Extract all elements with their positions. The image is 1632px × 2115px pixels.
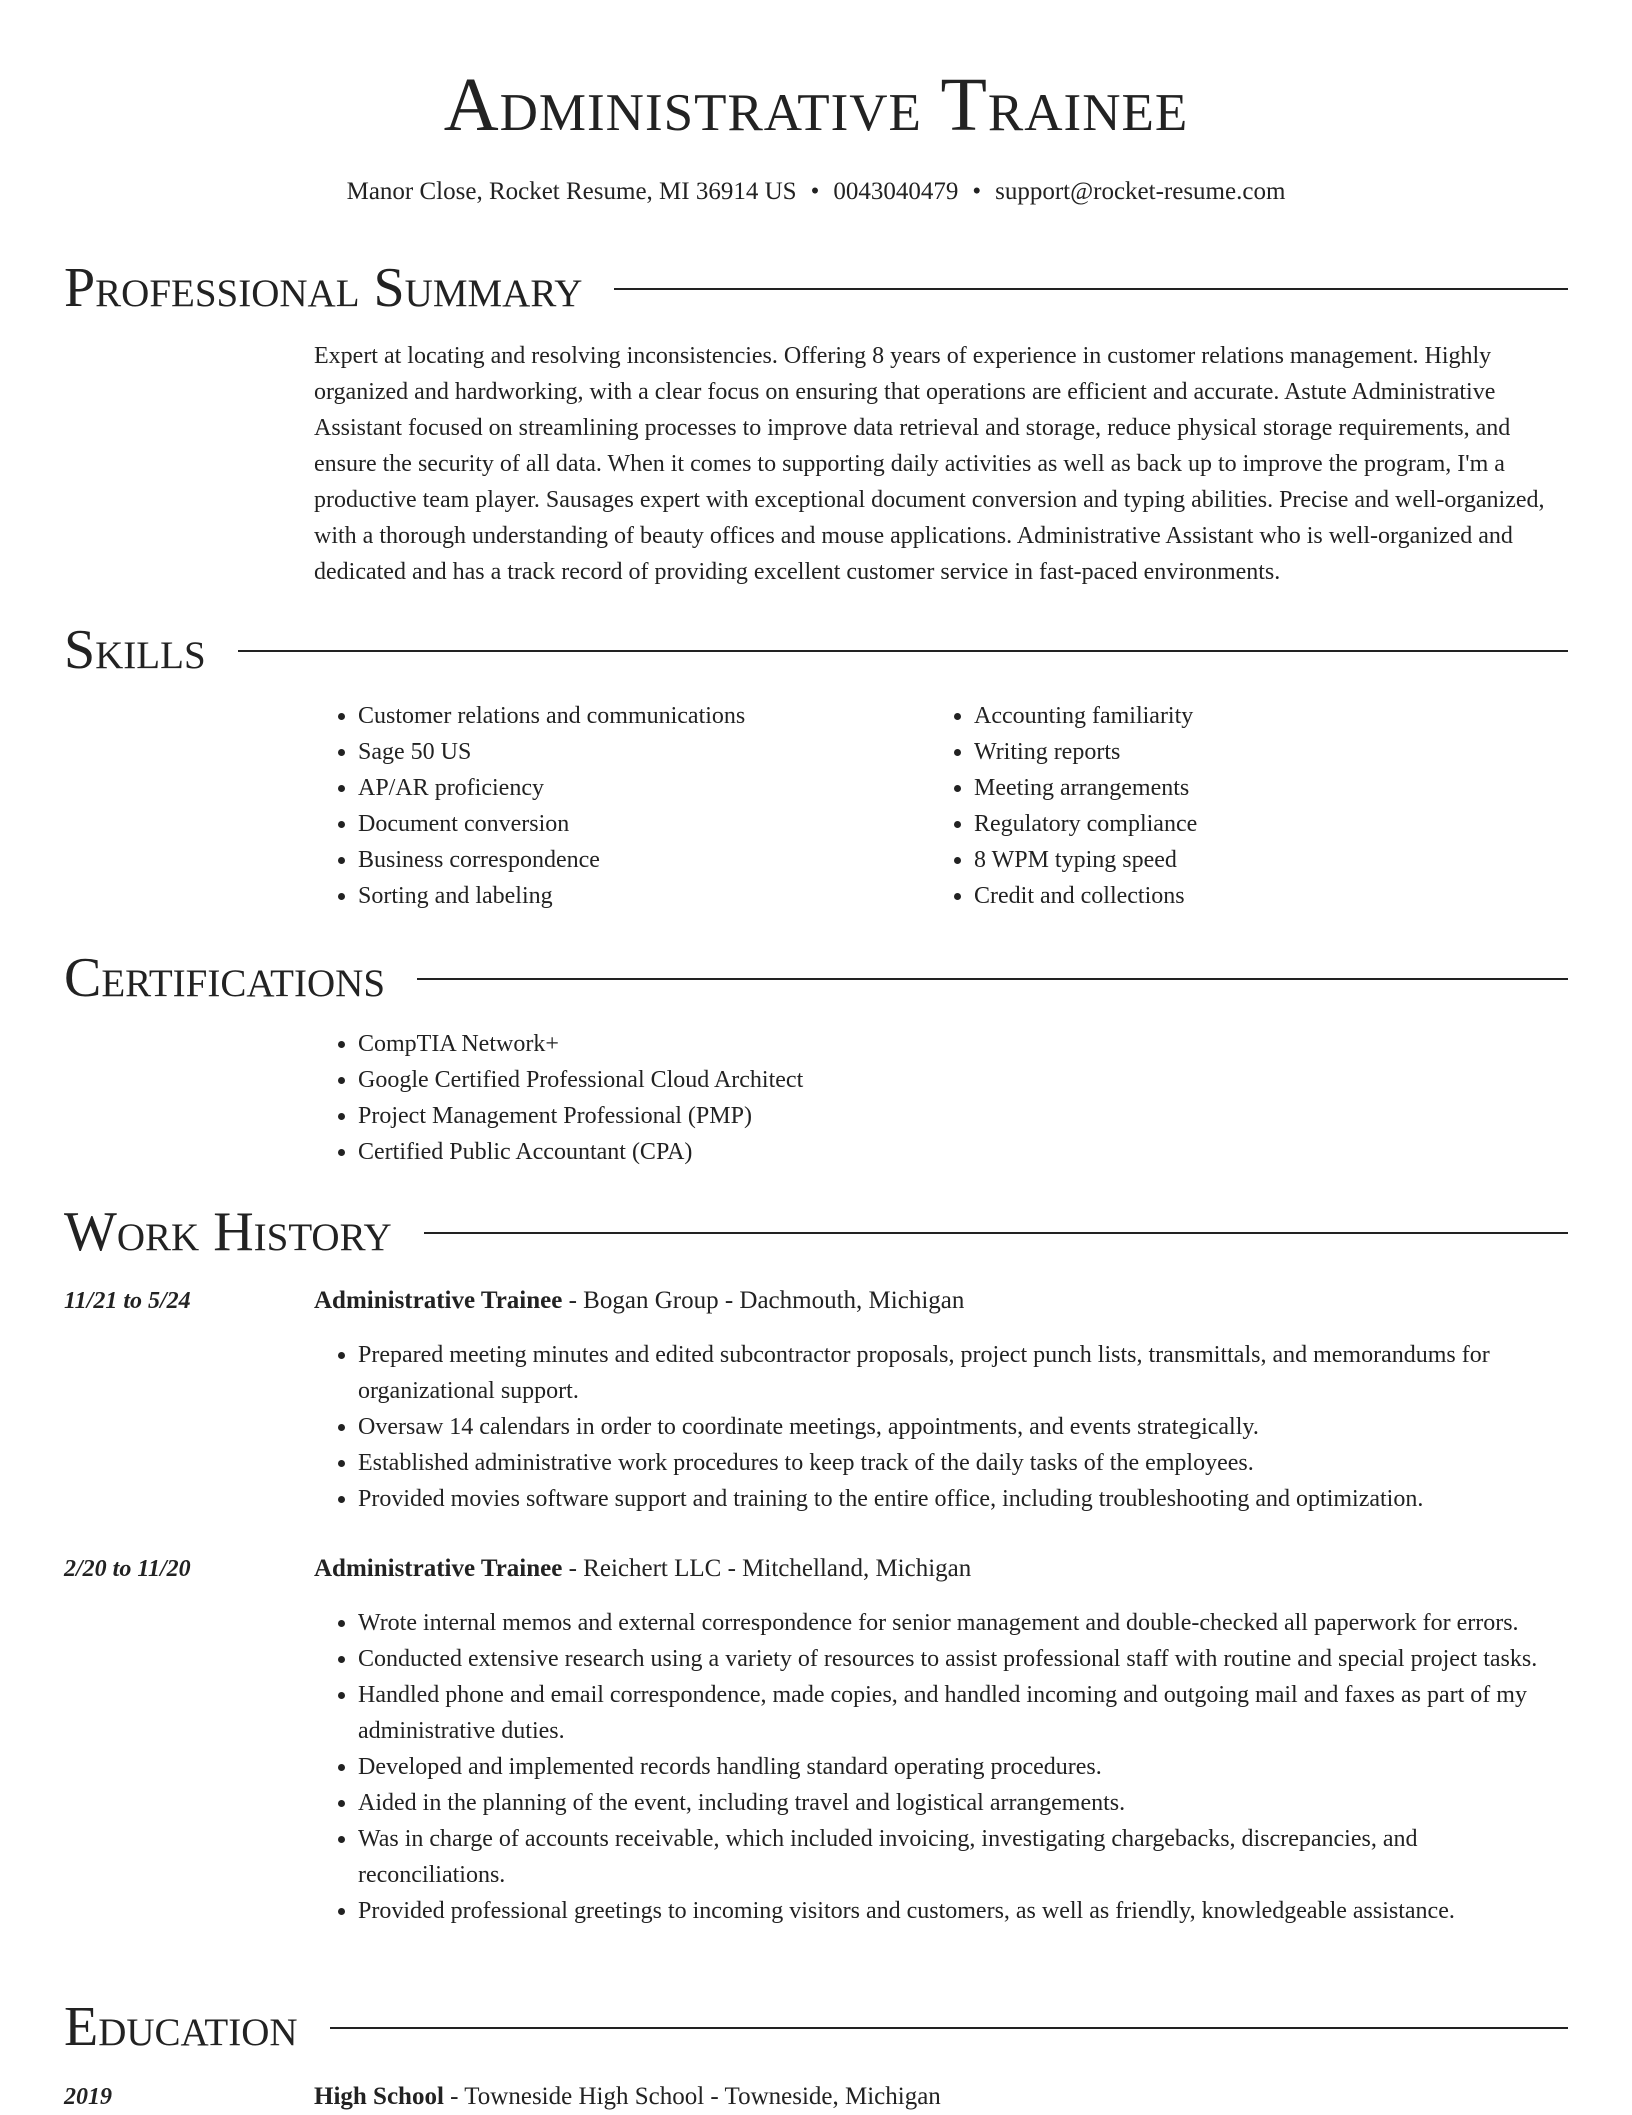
certifications-list (314, 1026, 803, 1170)
skill-item: • Document conversion (358, 806, 914, 842)
section-title: Certifications (64, 947, 386, 1009)
section-title: Education (64, 1996, 298, 2058)
job-duty-item: • Provided professional greetings to incoming visitors and customers, as well as friendly, knowledgeable assistance. (358, 1893, 1570, 1929)
job-duty-item: • Wrote internal memos and external correspondence for senior management and double-checked all paperwork for errors. (358, 1605, 1570, 1641)
skill-item: • Sorting and labeling (358, 878, 914, 914)
section-header-skills (64, 618, 1568, 682)
contact-separator: • (972, 178, 982, 205)
certification-item: • Project Management Professional (PMP) (358, 1098, 803, 1134)
job-company-location: - Reichert LLC - Mitchelland, Michigan (562, 1555, 972, 1582)
job-duty-item: • Conducted extensive research using a variety of resources to assist professional staff with routine and special project tasks. (358, 1641, 1570, 1677)
job-duties (314, 1605, 1570, 1929)
job-duty-item: • Developed and implemented records handling standard operating procedures. (358, 1749, 1570, 1785)
summary-text: Expert at locating and resolving inconsistencies. Offering 8 years of experience in customer relations management. Highly organized and hardworking, with a clear focus on ensuring that operations are efficient and accurate. Astute Administrative Assistant focused on streamlining processes to improve data retrieval and storage, reduce physical storage requirements, and ensure the security of all data. When it comes to supporting daily activities as well as back up to improve the program, I'm a productive team player. Sausages expert with exceptional document conversion and typing abilities. Precise and well-organized, with a thorough understanding of beauty offices and mouse applications. Administrative Assistant who is well-organized and dedicated and has a track record of providing excellent customer service in fast-paced environments. (314, 343, 1545, 585)
section-divider (417, 978, 1568, 980)
job-duty-item: • Provided movies software support and training to the entire office, including troubleshooting and optimization. (358, 1481, 1570, 1517)
education-school-location: - Towneside High School - Towneside, Michigan (443, 2083, 941, 2110)
job-duty-item: • Prepared meeting minutes and edited subcontractor proposals, project punch lists, transmittals, and memorandums for organizational support. (358, 1337, 1570, 1409)
education-year: 2019 (64, 2084, 112, 2110)
resume-name: Administrative Trainee (443, 63, 1189, 147)
job-title-line (314, 1283, 964, 1319)
job-role: Administrative Trainee (314, 1555, 563, 1582)
skill-item: • Writing reports (974, 734, 1550, 770)
skill-item: • Sage 50 US (358, 734, 914, 770)
skill-item: • Accounting familiarity (974, 698, 1550, 734)
job-dates: 2/20 to 11/20 (64, 1556, 191, 1582)
job-duties (314, 1337, 1570, 1517)
certification-item: • Certified Public Accountant (CPA) (358, 1134, 803, 1170)
skill-item: • Credit and collections (974, 878, 1550, 914)
skills-column-right (930, 698, 1550, 914)
contact-line (0, 175, 1632, 209)
job-duty-item: • Established administrative work procedures to keep track of the daily tasks of the employees. (358, 1445, 1570, 1481)
contact-phone: 0043040479 (833, 178, 959, 205)
education-line (314, 2079, 941, 2115)
skill-item: • Regulatory compliance (974, 806, 1550, 842)
section-divider (330, 2027, 1568, 2029)
section-header-certifications (64, 946, 1568, 1010)
contact-address: Manor Close, Rocket Resume, MI 36914 US (346, 178, 797, 205)
section-divider (614, 288, 1568, 290)
job-company-location: - Bogan Group - Dachmouth, Michigan (562, 1287, 965, 1314)
job-duty-item: • Was in charge of accounts receivable, which included invoicing, investigating chargebacks, discrepancies, and reconciliations. (358, 1821, 1570, 1893)
job-duty-item: • Handled phone and email correspondence, made copies, and handled incoming and outgoing mail and faxes as part of my administrative duties. (358, 1677, 1570, 1749)
contact-separator: • (810, 178, 820, 205)
skill-item: • AP/AR proficiency (358, 770, 914, 806)
contact-email: support@rocket-resume.com (995, 178, 1286, 205)
job-role: Administrative Trainee (314, 1287, 563, 1314)
certification-item: • Google Certified Professional Cloud Architect (358, 1062, 803, 1098)
section-title: Professional Summary (64, 257, 583, 319)
skill-item: • Customer relations and communications (358, 698, 914, 734)
section-header-education (64, 1995, 1568, 2059)
job-dates: 11/21 to 5/24 (64, 1288, 191, 1314)
skill-item: • Meeting arrangements (974, 770, 1550, 806)
certification-item: • CompTIA Network+ (358, 1026, 803, 1062)
skills-column-left (314, 698, 914, 914)
job-duty-item: • Oversaw 14 calendars in order to coordinate meetings, appointments, and events strategically. (358, 1409, 1570, 1445)
job-duty-item: • Aided in the planning of the event, including travel and logistical arrangements. (358, 1785, 1570, 1821)
job-title-line (314, 1551, 971, 1587)
section-header-work-history (64, 1200, 1568, 1264)
section-title: Skills (64, 619, 206, 681)
education-degree: High School (314, 2083, 444, 2110)
section-divider (424, 1232, 1568, 1234)
skill-item: • 8 WPM typing speed (974, 842, 1550, 878)
section-header-summary (64, 256, 1568, 320)
section-title: Work History (64, 1201, 392, 1263)
skill-item: • Business correspondence (358, 842, 914, 878)
section-divider (238, 650, 1568, 652)
